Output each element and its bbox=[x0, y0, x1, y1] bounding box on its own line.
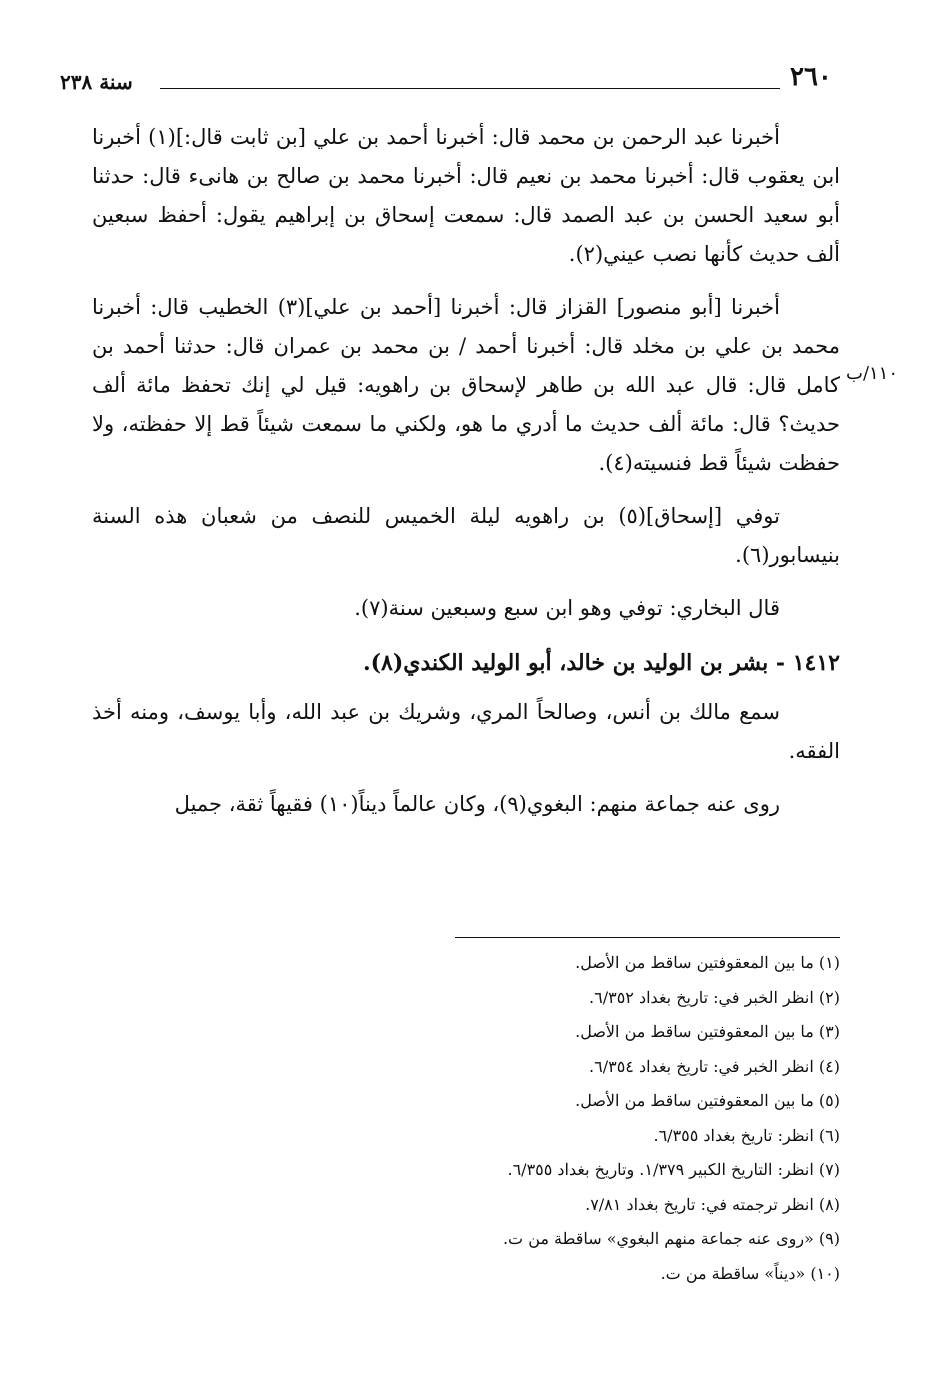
page-number: ٢٦٠ bbox=[790, 62, 832, 92]
paragraph: سمع مالك بن أنس، وصالحاً المري، وشريك بن عبد الله، وأبا يوسف، ومنه أخذ الفقه. bbox=[92, 700, 840, 763]
footnote: (٦) انظر: تاريخ بغداد ٦/٣٥٥. bbox=[653, 1125, 840, 1145]
entry-heading: ١٤١٢ - بشر بن الوليد بن خالد، أبو الوليد الكندي(٨). bbox=[362, 650, 840, 676]
paragraph: توفي [إسحاق](٥) بن راهويه ليلة الخميس للنصف من شعبان هذه السنة بنيسابور(٦). bbox=[92, 504, 840, 567]
manuscript-folio-mark: ١١٠/ب bbox=[846, 363, 899, 384]
footnote-rule bbox=[455, 937, 840, 938]
running-header-year: سنة ٢٣٨ bbox=[60, 70, 133, 94]
footnote: (٣) ما بين المعقوفتين ساقط من الأصل. bbox=[575, 1022, 840, 1041]
main-text bbox=[92, 118, 840, 824]
footnote: (٥) ما بين المعقوفتين ساقط من الأصل. bbox=[575, 1091, 840, 1110]
paragraph: روى عنه جماعة منهم: البغوي(٩)، وكان عالماً ديناً(١٠) فقيهاً ثقة، جميل bbox=[174, 792, 780, 816]
header-rule bbox=[160, 88, 780, 89]
footnote: (٨) انظر ترجمته في: تاريخ بغداد ٧/٨١. bbox=[585, 1194, 840, 1214]
footnote: (٢) انظر الخبر في: تاريخ بغداد ٦/٣٥٢. bbox=[589, 987, 840, 1007]
paragraph: أخبرنا عبد الرحمن بن محمد قال: أخبرنا أحمد بن علي [بن ثابت قال:](١) أخبرنا ابن يعقوب قال: أخبرنا محمد بن نعيم قال: أخبرنا محمد بن صالح بن هانىء قال: حدثنا أبو سعيد الحسن بن عبد الصمد قال: سمعت إسحاق بن إبراهيم يقول: أحفظ سبعين ألف حديث كأنها نصب عيني(٢). bbox=[92, 125, 840, 266]
paragraph: قال البخاري: توفي وهو ابن سبع وسبعين سنة(٧). bbox=[354, 596, 780, 620]
footnote: (١) ما بين المعقوفتين ساقط من الأصل. bbox=[575, 953, 840, 972]
footnotes bbox=[400, 946, 840, 1291]
footnote: (٧) انظر: التاريخ الكبير ١/٣٧٩. وتاريخ بغداد ٦/٣٥٥. bbox=[507, 1160, 840, 1179]
footnote: (١٠) «ديناً» ساقطة من ت. bbox=[660, 1263, 840, 1283]
footnote: (٤) انظر الخبر في: تاريخ بغداد ٦/٣٥٤. bbox=[589, 1056, 840, 1076]
footnote: (٩) «روى عنه جماعة منهم البغوي» ساقطة من ت. bbox=[502, 1229, 840, 1248]
paragraph: أخبرنا [أبو منصور] القزاز قال: أخبرنا [أحمد بن علي](٣) الخطيب قال: أخبرنا محمد بن علي بن مخلد قال: أخبرنا أحمد / بن محمد بن عمران قال: حدثنا أحمد بن كامل قال: قال عبد الله بن طاهر لإسحاق بن راهويه: قيل لي إنك تحفظ مائة ألف حديث؟ قال: مائة ألف حديث ما أدري ما هو، ولكني ما سمعت شيئاً قط إلا حفظته، ولا حفظت شيئاً قط فنسيته(٤). bbox=[92, 295, 840, 475]
